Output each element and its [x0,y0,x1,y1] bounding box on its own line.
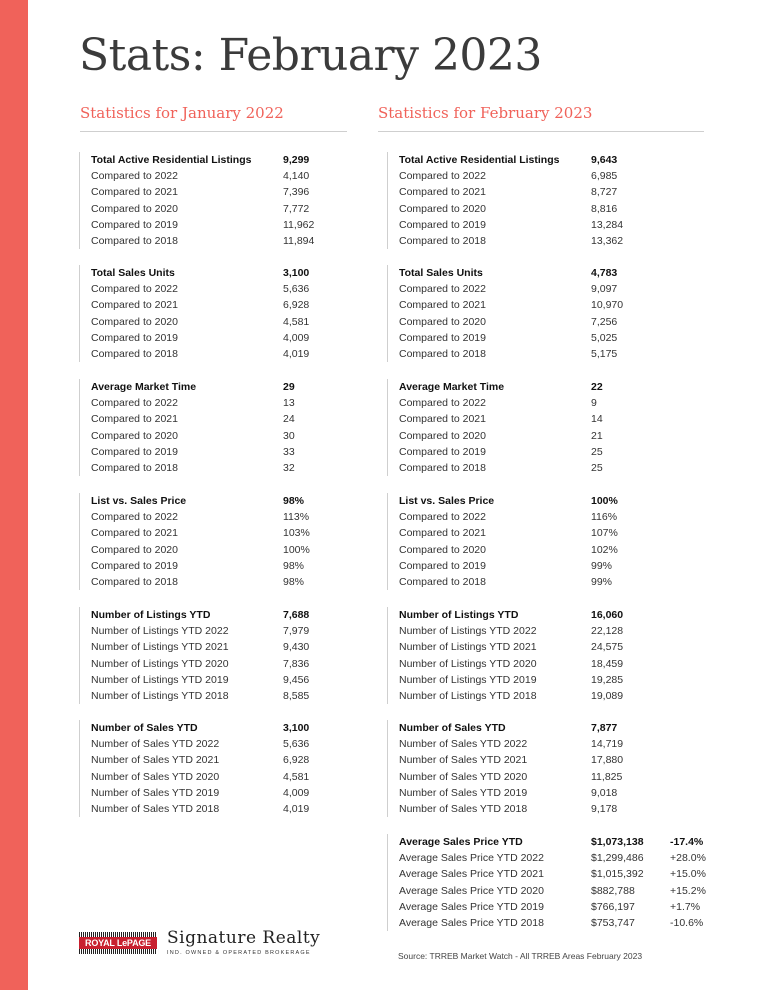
stat-value: 11,825 [591,770,623,783]
stat-value: 6,985 [591,170,618,183]
stat-label: Compared to 2020 [399,202,486,215]
stat-value: 98% [283,495,305,507]
stat-label: Number of Sales YTD 2021 [91,754,220,767]
stat-label: Average Market Time [91,381,197,393]
stat-value: 100% [283,543,310,556]
stat-label: Compared to 2022 [91,283,178,296]
stat-value: 3,100 [283,722,310,734]
left-heading-rule [80,131,347,132]
stat-label: Number of Listings YTD 2018 [399,689,537,702]
stat-value: 14,719 [591,738,624,751]
stat-label: Number of Listings YTD 2018 [91,689,229,702]
stat-label: Compared to 2018 [399,575,486,588]
stat-value: 4,019 [283,347,310,360]
stat-change: +15.0% [670,868,706,881]
stat-change: +15.2% [670,884,706,897]
stat-value: 22 [591,381,603,393]
stat-label: Compared to 2020 [399,315,486,328]
stat-label: Compared to 2020 [399,543,486,556]
stat-group-list-vs-sales-feb [387,493,618,590]
stat-label: Compared to 2020 [91,543,178,556]
stat-value: 7,772 [283,202,310,215]
stat-value: 9,018 [591,786,618,799]
stat-value: 33 [283,445,295,458]
stat-value: 6,928 [283,754,310,767]
stat-value: 30 [283,429,295,442]
stat-label: Compared to 2022 [91,511,178,524]
brokerage-name: Signature Realty [167,928,321,948]
stat-label: Number of Listings YTD 2022 [91,625,229,638]
stat-value: 99% [591,559,613,572]
stat-value: 116% [591,511,618,524]
stat-value: 6,928 [283,299,310,312]
stat-label: Compared to 2021 [91,413,178,426]
left-column-heading: Statistics for January 2022 [80,104,284,122]
stat-value: 7,396 [283,186,310,199]
stat-label: Compared to 2018 [91,347,178,360]
stat-label: Compared to 2018 [91,575,178,588]
logo-barcode-bottom [79,949,157,954]
stat-label: Compared to 2022 [399,283,486,296]
stat-label: Number of Sales YTD [91,722,198,734]
stat-label: Compared to 2021 [399,299,486,312]
stat-value: 98% [283,575,305,588]
stat-value: 99% [591,575,613,588]
stat-group-active-listings-jan [79,152,315,249]
stat-change: +28.0% [670,852,706,865]
stat-value: 9,643 [591,154,618,166]
stat-label: Compared to 2021 [91,527,178,540]
stat-value: 98% [283,559,305,572]
stat-label: Number of Sales YTD 2018 [91,802,220,815]
stat-value: 9 [591,397,597,410]
stat-label: Compared to 2019 [91,331,178,344]
stat-value: $766,197 [591,900,635,913]
stat-label: Number of Sales YTD 2020 [91,770,220,783]
stat-group-sales-units-feb [387,265,624,362]
stat-label: Compared to 2020 [399,429,486,442]
stat-value: 11,962 [283,218,315,231]
stat-value: 13 [283,397,295,410]
stat-label: Number of Listings YTD 2019 [399,673,537,686]
stat-label: Number of Listings YTD 2020 [91,657,229,670]
stat-label: Compared to 2022 [399,511,486,524]
stat-label: Number of Sales YTD [399,722,506,734]
stat-label: Number of Sales YTD 2021 [399,754,528,767]
stat-value: 4,581 [283,315,310,328]
stat-label: Compared to 2019 [91,559,178,572]
stat-value: 9,097 [591,283,618,296]
stat-label: Compared to 2020 [91,429,178,442]
stat-label: Compared to 2022 [399,170,486,183]
stat-label: Compared to 2019 [399,559,486,572]
source-note: Source: TRREB Market Watch - All TRREB Areas February 2023 [398,951,643,961]
stat-value: 4,019 [283,802,310,815]
stat-value: 103% [283,527,310,540]
stat-value: 9,299 [283,154,310,166]
stat-value: 7,877 [591,722,618,734]
stat-label: Compared to 2021 [399,413,486,426]
stat-value: 4,009 [283,331,310,344]
accent-stripe [0,0,28,990]
stat-label: List vs. Sales Price [399,495,495,507]
stat-value: 3,100 [283,267,310,279]
brokerage-logo [79,930,319,956]
stat-group-list-vs-sales-jan [79,493,310,590]
stat-group-active-listings-feb [387,152,624,249]
stat-value: 25 [591,445,603,458]
stat-label: Total Active Residential Listings [399,154,560,166]
stat-label: Number of Sales YTD 2019 [399,786,528,799]
stat-group-market-time-jan [79,379,295,476]
stat-group-listings-ytd-feb [387,607,624,704]
stat-label: Compared to 2020 [91,315,178,328]
stat-value: 5,636 [283,738,310,751]
stat-value: 102% [591,543,618,556]
stat-label: Number of Listings YTD 2021 [399,641,537,654]
stat-label: Average Sales Price YTD 2018 [399,916,544,929]
stat-value: 9,430 [283,641,310,654]
right-heading-rule [378,131,704,132]
stat-value: 21 [591,429,603,442]
stat-value: 100% [591,495,618,507]
stat-value: 24,575 [591,641,624,654]
stat-label: Compared to 2019 [399,331,486,344]
stat-value: 19,285 [591,673,624,686]
stat-group-sales-ytd-jan [79,720,310,817]
stat-value: 24 [283,413,295,426]
royal-lepage-logo [79,932,157,954]
stat-label: Total Sales Units [91,267,175,279]
stat-value: 8,585 [283,689,310,702]
stat-value: 4,783 [591,267,618,279]
stat-value: $753,747 [591,916,635,929]
stat-label: Average Sales Price YTD 2019 [399,900,544,913]
stat-value: 13,284 [591,218,624,231]
stat-value: 7,256 [591,315,618,328]
stat-group-sales-ytd-feb [387,720,624,817]
stat-label: Compared to 2021 [91,299,178,312]
stat-value: 29 [283,381,295,393]
stat-value: 9,178 [591,802,618,815]
stat-label: Number of Listings YTD 2019 [91,673,229,686]
stat-label: Number of Listings YTD 2022 [399,625,537,638]
stat-value: 113% [283,511,310,524]
stat-value: 32 [283,461,295,474]
stat-label: List vs. Sales Price [91,495,187,507]
stat-label: Compared to 2019 [399,218,486,231]
stat-value: 22,128 [591,625,624,638]
stat-label: Number of Sales YTD 2022 [399,738,528,751]
stat-label: Compared to 2021 [399,186,486,199]
stat-label: Number of Sales YTD 2020 [399,770,528,783]
stat-label: Compared to 2018 [91,234,178,247]
stat-value: 8,727 [591,186,618,199]
stat-value: 4,009 [283,786,310,799]
stat-value: $1,299,486 [591,852,644,865]
stat-value: 17,880 [591,754,624,767]
stat-change: +1.7% [670,900,701,913]
stat-value: 16,060 [591,609,624,621]
stat-label: Compared to 2019 [91,218,178,231]
stat-value: 5,025 [591,331,618,344]
right-column-heading: Statistics for February 2023 [378,104,593,122]
stat-value: 7,688 [283,609,310,621]
stat-value: 107% [591,527,618,540]
stat-value: 25 [591,461,603,474]
stat-label: Number of Listings YTD [91,609,211,621]
stat-label: Average Market Time [399,381,505,393]
stat-label: Total Sales Units [399,267,483,279]
stat-label: Number of Listings YTD [399,609,519,621]
stat-label: Compared to 2022 [91,170,178,183]
stat-label: Average Sales Price YTD 2020 [399,884,544,897]
stat-change: -17.4% [670,836,704,848]
page-title: Stats: February 2023 [79,30,542,81]
stat-value: 10,970 [591,299,624,312]
stat-value: 5,175 [591,347,618,360]
stat-value: 5,636 [283,283,310,296]
stat-value: 14 [591,413,603,426]
stat-value: 19,089 [591,689,624,702]
stat-value: 7,836 [283,657,310,670]
stat-group-market-time-feb [387,379,603,476]
stat-label: Number of Sales YTD 2018 [399,802,528,815]
stat-label: Compared to 2018 [399,234,486,247]
stat-value: 4,140 [283,170,310,183]
stat-value: 7,979 [283,625,310,638]
stat-label: Number of Sales YTD 2019 [91,786,220,799]
stat-label: Compared to 2022 [399,397,486,410]
stat-value: $1,015,392 [591,868,644,881]
stat-value: $882,788 [591,884,635,897]
stat-label: Number of Sales YTD 2022 [91,738,220,751]
stat-label: Number of Listings YTD 2021 [91,641,229,654]
stat-label: Compared to 2018 [91,461,178,474]
stat-label: Compared to 2021 [399,527,486,540]
stat-value: 11,894 [283,234,315,247]
stat-value: 18,459 [591,657,624,670]
stat-label: Compared to 2018 [399,461,486,474]
stat-label: Compared to 2021 [91,186,178,199]
stat-label: Average Sales Price YTD [399,836,523,848]
stat-change: -10.6% [670,916,704,929]
stat-group-avg-price-ytd-feb [387,834,706,931]
stat-value: 9,456 [283,673,310,686]
stat-value: 4,581 [283,770,310,783]
stat-label: Compared to 2020 [91,202,178,215]
stat-group-listings-ytd-jan [79,607,310,704]
stat-label: Average Sales Price YTD 2022 [399,852,544,865]
stat-value: 13,362 [591,234,624,247]
stat-label: Compared to 2019 [399,445,486,458]
stat-label: Compared to 2018 [399,347,486,360]
stat-group-sales-units-jan [79,265,310,362]
stat-value: $1,073,138 [591,836,644,848]
stat-value: 8,816 [591,202,618,215]
royal-lepage-wordmark: ROYAL LePAGE [79,937,157,949]
brokerage-tagline: IND. OWNED & OPERATED BROKERAGE [167,950,311,956]
stat-label: Average Sales Price YTD 2021 [399,868,544,881]
stat-label: Number of Listings YTD 2020 [399,657,537,670]
stat-label: Total Active Residential Listings [91,154,252,166]
stat-label: Compared to 2019 [91,445,178,458]
stat-label: Compared to 2022 [91,397,178,410]
